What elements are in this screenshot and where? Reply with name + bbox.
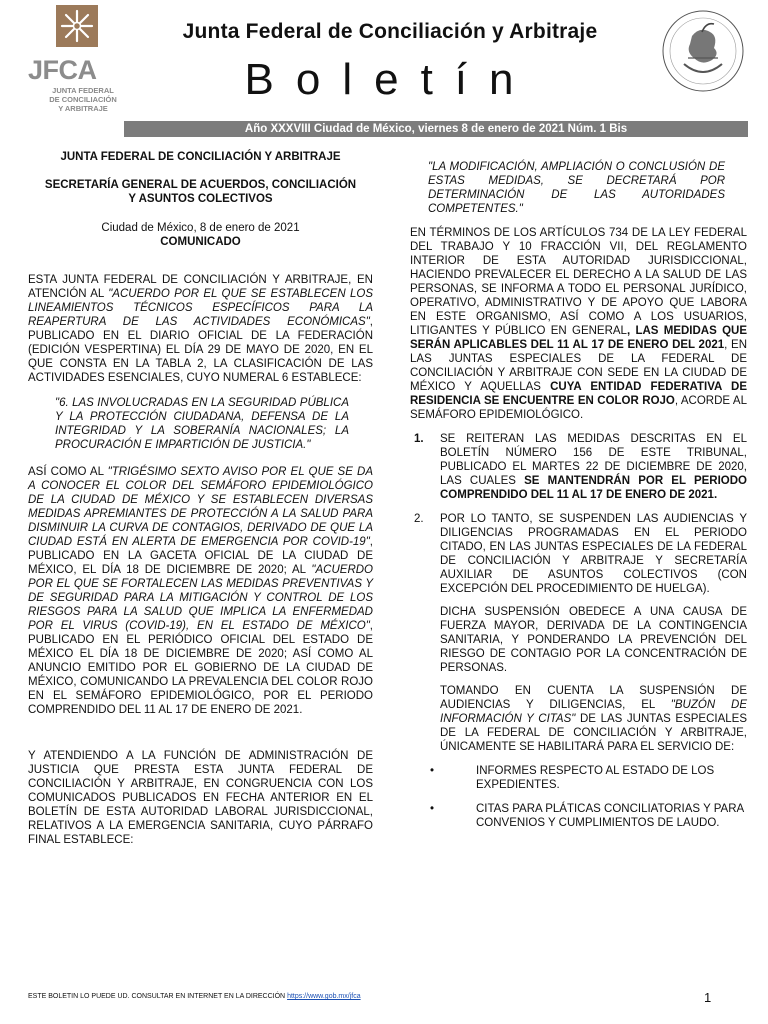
logo-letters: JFCA <box>28 55 97 85</box>
boletin-title: Boletín <box>244 55 536 104</box>
quote-modificacion: "LA MODIFICACIÓN, AMPLIACIÓN O CONCLUSIÓN DE ESTAS MEDIDAS, SE DECRETARÁ POR DETERMINACIÓN DE LAS AUTORIDADES COMPETENTES." <box>428 161 725 215</box>
right-column <box>410 160 747 830</box>
page-number: 1 <box>704 990 712 1005</box>
sunburst-icon <box>56 5 98 47</box>
issue-info-bar: Año XXXVIII Ciudad de México, viernes 8 de enero de 2021 Núm. 1 Bis <box>124 121 748 137</box>
comunicado-heading: COMUNICADO <box>160 236 241 248</box>
numbered-item-2: 2. POR LO TANTO, SE SUSPENDEN LAS AUDIENCIAS Y DILIGENCIAS PROGRAMADAS EN EL PERIODO CITADO, EN LAS JUNTAS ESPECIALES DE LA FEDERAL DE CONCILIACIÓN Y ARBITRAJE Y SECRETARÍA AUXILIAR DE ASUNTOS COLECTIVOS (CON EXCEPCIÓN DEL PROCEDIMIENTO DE HUELGA). DICHA SUSPENSIÓN OBEDECE A UNA CAUSA DE FUERZA MAYOR, DERIVADA DE LA CONTINGENCIA SANITARIA, Y PONDERANDO LA PREVENCIÓN DEL RIESGO DE CONTAGIO POR LA CONCENTRACIÓN DE PERSONAS. TOMANDO EN CUENTA LA SUSPENSIÓN DE AUDIENCIAS Y DILIGENCIAS, EL "BUZÓN DE INFORMACIÓN Y CITAS" DE LAS JUNTAS ESPECIALES DE LA FEDERAL DE CONCILIACIÓN Y ARBITRAJE, ÚNICAMENTE SE HABILITARÁ PARA EL SERVICIO DE: <box>414 513 747 753</box>
bullet-item: • INFORMES RESPECTO AL ESTADO DE LOS EXPEDIENTES. <box>430 765 715 791</box>
paragraph-3: Y ATENDIENDO A LA FUNCIÓN DE ADMINISTRACIÓN DE JUSTICIA QUE PRESTA ESTA JUNTA FEDERAL DE CONCILIACIÓN Y ARBITRAJE, EN CONGRUENCIA CON LOS COMUNICADOS PUBLICADOS EN FECHA ANTERIOR EN EL BOLETÍN DE ESTA AUTORIDAD LABORAL JURISDICCIONAL, RELATIVOS A LA EMERGENCIA SANITARIA, CUYO PÁRRAFO FINAL ESTABLECE: <box>28 750 373 846</box>
heading-jfca: JUNTA FEDERAL DE CONCILIACIÓN Y ARBITRAJE <box>60 151 341 163</box>
date-line: Ciudad de México, 8 de enero de 2021 <box>101 222 300 234</box>
national-seal <box>662 8 744 94</box>
bullet-item: • CITAS PARA PLÁTICAS CONCILIATORIAS Y PARA CONVENIOS Y CUMPLIMIENTOS DE LAUDO. <box>430 803 744 829</box>
item-2-paragraph-2: DICHA SUSPENSIÓN OBEDECE A UNA CAUSA DE FUERZA MAYOR, DERIVADA DE LA CONTINGENCIA SANITARIA, Y PONDERANDO LA PREVENCIÓN DEL RIESGO DE CONTAGIO POR LA CONCENTRACIÓN DE PERSONAS. <box>440 606 747 674</box>
paragraph-4: EN TÉRMINOS DE LOS ARTÍCULOS 734 DE LA LEY FEDERAL DEL TRABAJO Y 10 FRACCIÓN VII, DEL REGLAMENTO INTERIOR DE ESTA AUTORIDAD JURISDICCIONAL, HACIENDO PREVALECER EL DERECHO A LA SALUD DE LAS PERSONAS, SE INFORMA A TODO EL PERSONAL JURÍDICO, OPERATIVO, ADMINISTRATIVO Y DE APOYO QUE LABORA EN ESTE ORGANISMO, ASÍ COMO A LOS USUARIOS, LITIGANTES Y PÚBLICO EN GENERAL, LAS MEDIDAS QUE SERÁN APLICABLES DEL 11 AL 17 DE ENERO DEL 2021, EN LAS JUNTAS ESPECIALES DE LA FEDERAL DE CONCILIACIÓN Y ARBITRAJE CON SEDE EN LA CIUDAD DE MÉXICO Y AQUELLAS CUYA ENTIDAD FEDERATIVA DE RESIDENCIA SE ENCUENTRE EN COLOR ROJO, ACORDE AL SEMÁFORO EPIDEMIOLÓGICO. <box>410 227 748 421</box>
jfca-logo-emblem <box>56 5 98 47</box>
footer-link[interactable]: https://www.gob.mx/jfca <box>287 993 361 1000</box>
item-2-text: POR LO TANTO, SE SUSPENDEN LAS AUDIENCIAS Y DILIGENCIAS PROGRAMADAS EN EL PERIODO CITADO, EN LAS JUNTAS ESPECIALES DE LA FEDERAL DE CONCILIACIÓN Y ARBITRAJE Y SECRETARÍA AUXILIAR DE ASUNTOS COLECTIVOS (CON EXCEPCIÓN DEL PROCEDIMIENTO DE HUELGA). <box>440 513 747 595</box>
paragraph-1: ESTA JUNTA FEDERAL DE CONCILIACIÓN Y ARBITRAJE, EN ATENCIÓN AL "ACUERDO POR EL QUE SE ESTABLECEN LOS LINEAMIENTOS TÉCNICOS ESPECÍFICOS PARA LA REAPERTURA DE LAS ACTIVIDADES ECONÓMICAS", PUBLICADO EN EL DIARIO OFICIAL DE LA FEDERACIÓN (EDICIÓN VESPERTINA) EL DÍA 29 DE MAYO DE 2020, EN EL QUE CONSTA EN LA TABLA 2, LA CLASIFICACIÓN DE LAS ACTIVIDADES ESENCIALES, CUYO NUMERAL 6 ESTABLECE: <box>28 274 373 384</box>
paragraph-2: ASÍ COMO AL "TRIGÉSIMO SEXTO AVISO POR EL QUE SE DA A CONOCER EL COLOR DEL SEMÁFORO EPIDEMIOLÓGICO DE LA CIUDAD DE MÉXICO Y SE ESTABLECEN DIVERSAS MEDIDAS APREMIANTES DE PROTECCIÓN A LA SALUD PARA DISMINUIR LA CURVA DE CONTAGIOS, DERIVADO DE QUE LA CIUDAD ESTÁ EN ALERTA DE EMERGENCIA POR COVID-19", PUBLICADO EN LA GACETA OFICIAL DE LA CIUDAD DE MÉXICO, EL DÍA 18 DE DICIEMBRE DE 2020; AL "ACUERDO POR EL QUE SE FORTALECEN LAS MEDIDAS PREVENTIVAS Y DE SEGURIDAD PARA LA MITIGACIÓN Y CONTROL DE LOS RIESGOS PARA LA SALUD QUE IMPLICA LA ENFERMEDAD POR EL VIRUS (COVID-19), EN EL ESTADO DE MÉXICO", PUBLICADO EN EL PERIÓDICO OFICIAL DEL ESTADO DE MÉXICO EL DÍA 18 DE DICIEMBRE DE 2020; ASÍ COMO AL ANUNCIO EMITIDO POR EL GOBIERNO DE LA CIUDAD DE MÉXICO, COMUNICANDO LA PREVALENCIA DEL COLOR ROJO EN EL SEMÁFORO EPIDEMIOLÓGICO, POR EL PERIODO COMPRENDIDO DEL 11 AL 17 DE ENERO DE 2021. <box>28 466 373 716</box>
header-title: Junta Federal de Conciliación y Arbitraje <box>182 20 598 43</box>
quote-numeral-6: "6. LAS INVOLUCRADAS EN LA SEGURIDAD PÚBLICA Y LA PROTECCIÓN CIUDADANA, DEFENSA DE LA INTEGRIDAD Y LA SOBERANÍA NACIONALES; LA PROCURACIÓN E IMPARTICIÓN DE JUSTICIA." <box>55 397 349 451</box>
logo-subtitle: JUNTA FEDERAL DE CONCILIACIÓN Y ARBITRAJE <box>49 86 117 113</box>
coat-of-arms-icon <box>662 8 744 94</box>
left-column <box>28 150 373 847</box>
item-2-paragraph-3: TOMANDO EN CUENTA LA SUSPENSIÓN DE AUDIENCIAS Y DILIGENCIAS, EL "BUZÓN DE INFORMACIÓN Y CITAS" DE LAS JUNTAS ESPECIALES DE LA FEDERAL DE CONCILIACIÓN Y ARBITRAJE, ÚNICAMENTE SE HABILITARÁ PARA EL SERVICIO DE: <box>440 685 747 753</box>
numbered-item-1: 1. SE REITERAN LAS MEDIDAS DESCRITAS EN EL BOLETÍN NÚMERO 156 DE ESTE TRIBUNAL, PUBLICADO EL MARTES 22 DE DICIEMBRE DE 2020, LAS CUALES SE MANTENDRÁN POR EL PERIODO COMPRENDIDO DEL 11 AL 17 DE ENERO DE 2021. <box>414 433 747 501</box>
footer-note: ESTE BOLETIN LO PUEDE UD. CONSULTAR EN INTERNET EN LA DIRECCIÓN https://www.gob.mx/jfca <box>28 993 361 1000</box>
heading-secretaria: SECRETARÍA GENERAL DE ACUERDOS, CONCILIACIÓN Y ASUNTOS COLECTIVOS <box>44 179 357 205</box>
